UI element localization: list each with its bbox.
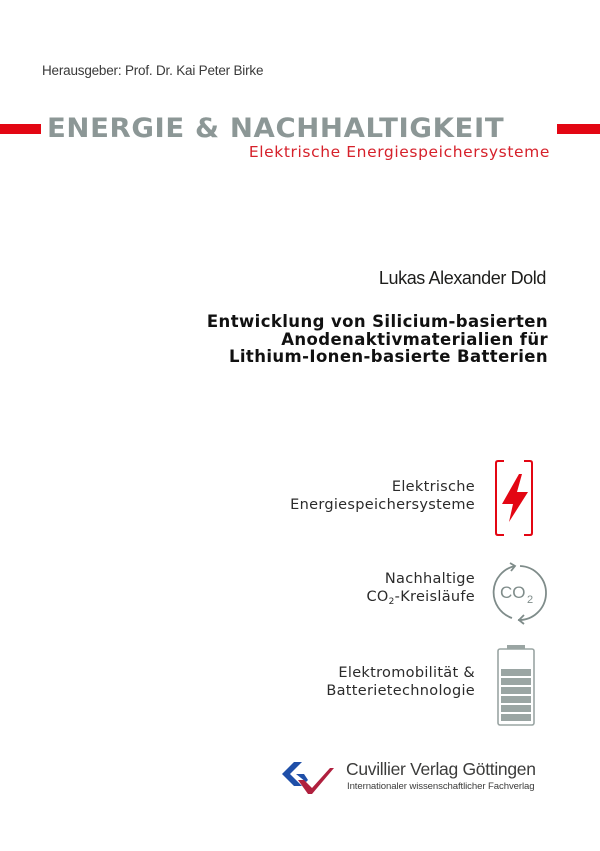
cuvillier-logo-icon [282,760,334,796]
book-title-line-2: Anodenaktivmaterialien für [281,329,548,349]
topic-label-line-1: Nachhaltige [384,571,475,587]
book-title-line-1: Entwicklung von Silicium-basierten [206,312,548,331]
svg-text:CO: CO [500,583,526,602]
book-author: Lukas Alexander Dold [378,268,546,288]
co2-text: CO [366,589,389,605]
topic-electrical-storage [290,478,475,514]
svg-text:2: 2 [527,594,534,606]
book-title-line-3: Lithium-Ionen-basierte Batterien [228,347,548,366]
topic-label-line-2: Batterietechnologie [326,683,475,699]
co2-cycle-icon [492,560,542,626]
book-title [207,313,548,366]
series-title: ENERGIE & NACHHALTIGKEIT [47,113,505,144]
topic-label-line-2: Energiespeichersysteme [290,497,475,513]
series-editor: Herausgeber: Prof. Dr. Kai Peter Birke [42,63,264,78]
red-accent-bar-right [557,124,600,134]
publisher-tagline: Internationaler wissenschaftlicher Fachverlag [347,781,535,792]
topic-label-line-1: Elektrische [391,479,475,495]
topic-co2-cycles [367,570,476,611]
series-subtitle: Elektrische Energiespeichersysteme [248,143,550,161]
battery-icon [492,643,542,728]
lightning-bolt-icon [492,458,542,538]
cycles-text: -Kreisläufe [394,589,475,605]
co2-subscript: 2 [388,597,395,607]
red-accent-bar-left [0,124,41,134]
publisher-name: Cuvillier Verlag Göttingen [346,759,536,779]
topic-emobility-battery [326,664,475,700]
topic-label-line-1: Elektromobilität & [338,665,475,681]
topic-label-line-2 [367,588,476,611]
